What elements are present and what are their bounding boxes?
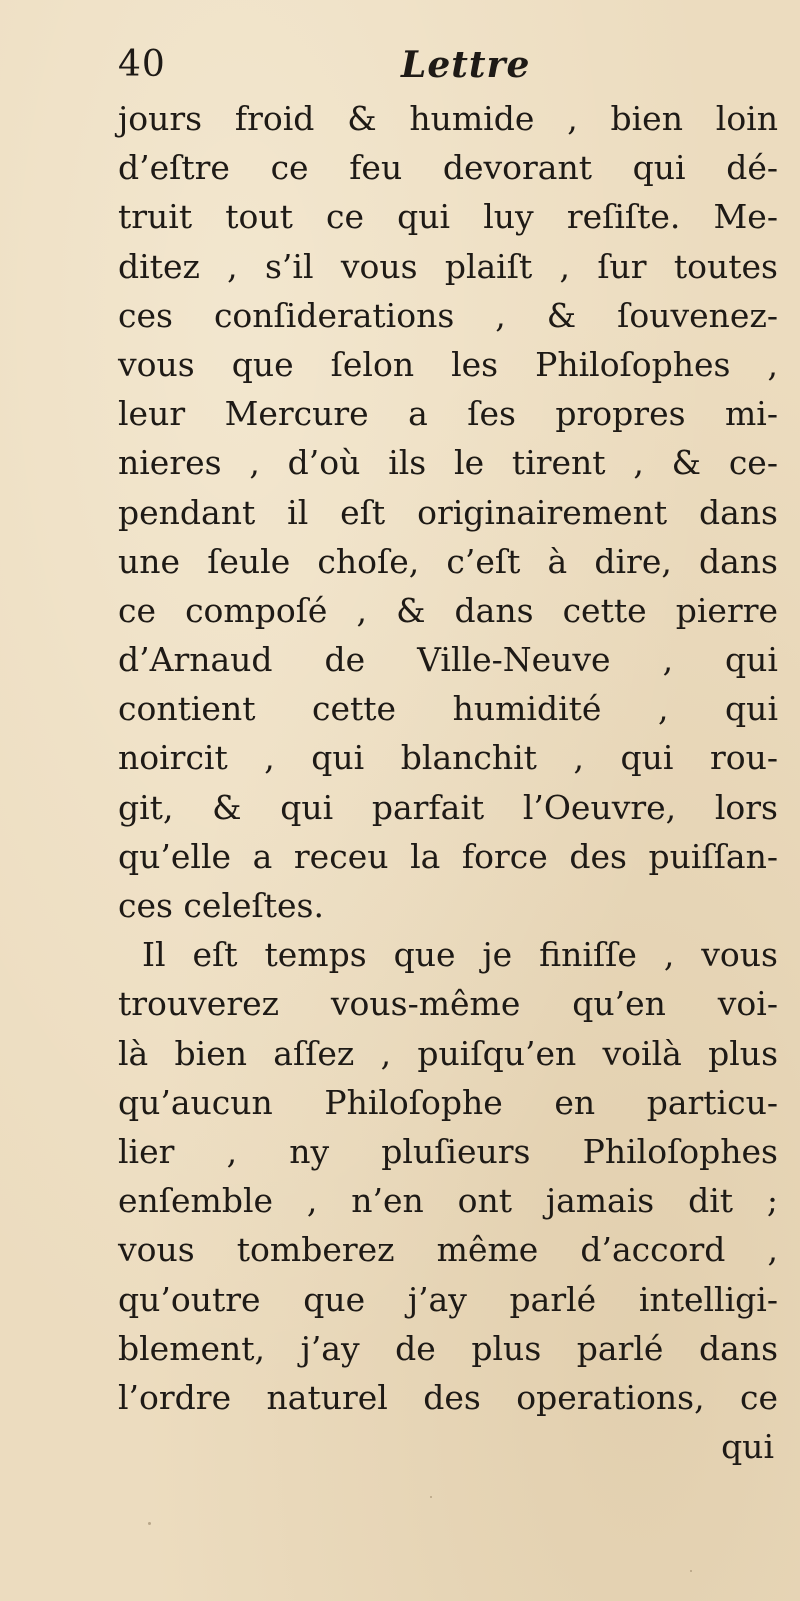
text-line: là bien aſſez , puiſqu’en voilà plus [118,1033,778,1073]
text-line: une ſeule choſe, c’eſt à dire, dans [118,541,778,581]
paragraph-end-line: ces celeſtes. [118,886,324,925]
text-line: pendant il eſt originairement dans [118,492,778,532]
paper-speck [148,1522,151,1525]
text-line: nieres , d’où ils le tirent , & ce- [118,443,778,483]
text-line: ces conſiderations , & ſouvenez- [118,295,778,335]
paper-speck [690,1570,692,1572]
text-line: enſemble , n’en ont jamais dit ; [118,1181,778,1221]
text-line: qu’aucun Philoſophe en particu- [118,1082,778,1122]
running-title: Lettre [401,44,531,86]
text-line: ce compoſé , & dans cette pierre [118,590,778,630]
text-line: jours froid & humide , bien loin [118,99,778,138]
text-line: truit tout ce qui luy reſiſte. Me- [118,197,778,237]
text-line: vous que ſelon les Philoſophes , [118,344,778,384]
page-number: 40 [118,44,166,85]
text-line: git, & qui parfait l’Oeuvre, lors [118,787,778,827]
catchword: qui [721,1427,774,1467]
text-line: leur Mercure a ſes propres mi- [118,394,778,434]
text-line: noircit , qui blanchit , qui rou- [118,738,778,778]
text-line: d’Arnaud de Ville-Neuve , qui [118,640,778,680]
paper-speck [430,1496,432,1498]
text-line: qu’outre que j’ay parlé intelligi- [118,1279,778,1319]
text-line: d’eſtre ce feu devorant qui dé- [118,148,778,188]
paragraph-start-line: Il eſt temps que je finiſſe , vous [142,935,778,975]
body-text [118,94,778,1471]
text-line: ditez , s’il vous plaiſt , ſur toutes [118,246,778,286]
text-line: vous tomberez même d’accord , [118,1230,778,1270]
text-line: trouverez vous-même qu’en voi- [118,984,778,1024]
text-line: lier , ny pluſieurs Philoſophes [118,1131,778,1171]
text-line: blement, j’ay de plus parlé dans [118,1328,778,1368]
text-line: qu’elle a receu la force des puiſſan- [118,836,778,876]
text-line: l’ordre naturel des operations, ce [118,1377,778,1417]
text-line: contient cette humidité , qui [118,689,778,729]
